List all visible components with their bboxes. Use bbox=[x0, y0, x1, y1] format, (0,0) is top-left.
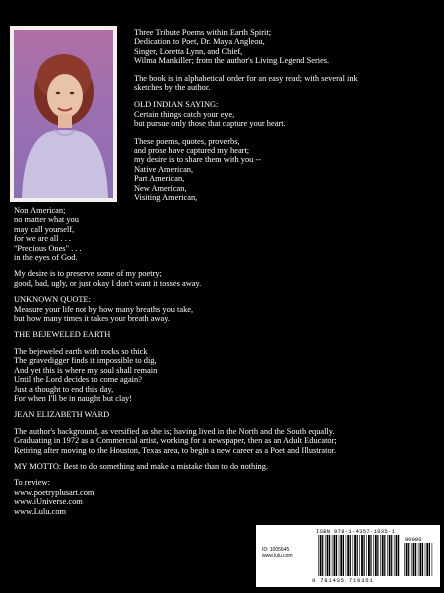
barcode-label bbox=[256, 525, 440, 587]
author-name: JEAN ELIZABETH WARD bbox=[14, 410, 110, 420]
lulu-id bbox=[262, 547, 293, 559]
isbn-text: ISBN 978-1-4357-1035-1 bbox=[316, 528, 396, 535]
non-american-verse: Non American; no matter what you may call yourself, for we are all . . . "Precious Ones" . . . in the eyes of God. bbox=[14, 206, 82, 263]
intro-paragraph-2: The book is in alphabetical order for an easy read; with several ink sketches by the author. bbox=[134, 73, 358, 93]
price-barcode bbox=[404, 543, 434, 576]
ean-digits: 9 781435 710351 bbox=[312, 577, 374, 584]
lulu-id-line: ID: 1005645 bbox=[262, 547, 290, 553]
poem-title: THE BEJEWELED EARTH bbox=[14, 330, 111, 340]
author-background: The author's background, as versified as she is; having lived in the North and the South equally. Graduating in 1972 as a Commercial artist, working for a newspaper, then as an Adult Educator; Retiring after moving to the Houston, Texas area, to begin a new career as a Poet and Illustrator. bbox=[14, 426, 337, 455]
desire-paragraph: My desire is to preserve some of my poetry; good, bad, ugly, or just okay I don't want it tosses away. bbox=[14, 269, 202, 288]
main-text bbox=[14, 206, 434, 523]
price-code: 90000 bbox=[405, 536, 422, 543]
poem-body: The bejeweled earth with rocks so thick The gravedigger finds it impossible to dig, And yet this is where my soul shall remain Until the Lord decides to come again? Just a thought to end this day, For when I'll be in naught but clay! bbox=[14, 346, 158, 403]
portrait-illustration bbox=[14, 30, 113, 198]
intro-paragraph-1: Three Tribute Poems within Earth Spirit; Dedication to Poet, Dr. Maya Angleou, Singer, Loretta Lynn, and Chief, Wilma Mankiller; from the author's Living Legend Series. bbox=[134, 28, 330, 66]
indian-saying: OLD INDIAN SAYING: Certain things catch your eye, but pursue only those that capture your heart. bbox=[134, 100, 286, 129]
motto: MY MOTTO: Best to do something and make a mistake than to do nothing. bbox=[14, 461, 269, 471]
review-links: To review: www.poetryplusart.com www.iUniverse.com www.Lulu.com bbox=[14, 478, 95, 516]
author-photo bbox=[10, 26, 117, 202]
intro-paragraph-4: These poems, quotes, proverbs, and prose have captured my heart; my desire is to share them with you -- Native American, Part American, New American, Visiting American, bbox=[134, 136, 261, 203]
lulu-url: www.lulu.com bbox=[262, 553, 293, 559]
unknown-quote: UNKNOWN QUOTE: Measure your life not by how many breaths you take, but how many times it takes your breath away. bbox=[14, 295, 194, 324]
intro-column bbox=[134, 28, 434, 211]
ean-barcode bbox=[318, 535, 400, 576]
author-portrait bbox=[14, 30, 113, 198]
